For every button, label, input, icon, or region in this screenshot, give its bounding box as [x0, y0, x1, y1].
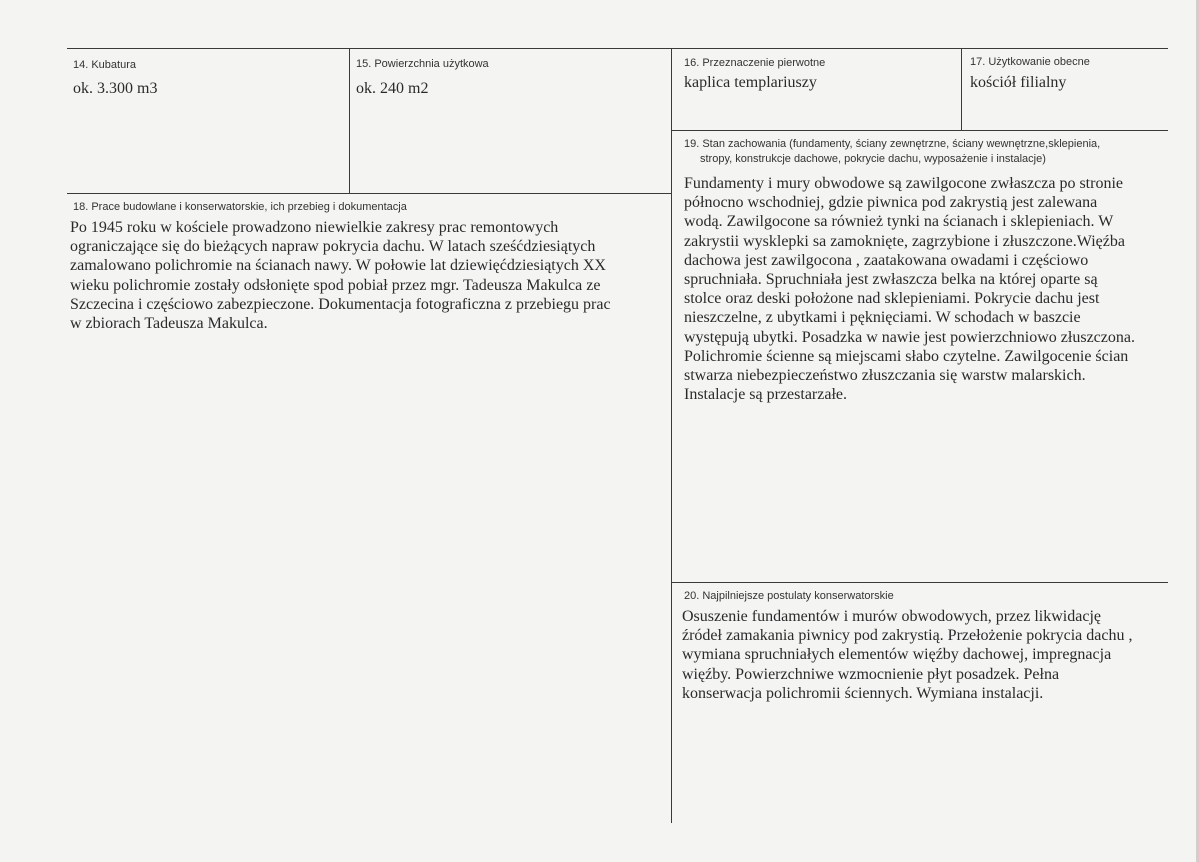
text-line: Polichromie ścienne są miejscami słabo czytelne. Zawilgocenie ścian [684, 347, 1129, 365]
przeznaczenie-value: kaplica templariuszy [684, 74, 817, 91]
text-line: wodą. Zawilgocone sa również tynki na ścianach i sklepieniach. W [684, 213, 1114, 231]
text-line: więźby. Powierzchniwe wzmocnienie płyt posadzek. Pełna [682, 665, 1060, 683]
text-line: źródeł zamakania piwnicy pod zakrystią. Przełożenie pokrycia dachu , [682, 627, 1133, 645]
powierzchnia-label: 15. Powierzchnia użytkowa [356, 58, 489, 70]
text-line: stwarza niebezpieczeństwo złuszczania się warstw malarskich. [684, 367, 1086, 385]
text-line: wymiana spruchniałych elementów więźby dachowej, impregnacja [682, 646, 1112, 664]
text-line: spruchniała. Spruchniała jest zwłaszcza belka na której oparte są [684, 271, 1098, 289]
text-line: zamalowano polichromie na ścianach nawy. W połowie lat dziewięćdziesiątych XX [70, 257, 606, 275]
text-line: wieku polichromie zostały odsłonięte spod pobiał przez mgr. Tadeusza Makulca ze [70, 276, 601, 294]
stan-label-line1: 19. Stan zachowania (fundamenty, ściany zewnętrzne, ściany wewnętrzne,sklepienia, [684, 138, 1101, 150]
text-line: ograniczające się do bieżących napraw pokrycia dachu. W latach sześćdziesiątych [70, 238, 596, 256]
vertical-divider-14-15 [349, 49, 350, 193]
powierzchnia-value: ok. 240 m2 [356, 80, 429, 97]
text-line: stolce oraz deski położone nad sklepieniami. Pokrycie dachu jest [684, 290, 1100, 308]
text-line: północno wschodniej, gdzie piwnica pod zakrystią jest zalewana [684, 194, 1098, 212]
postulaty-text [682, 607, 1166, 703]
text-line: dachowa jest zawilgocona , zaatakowana owadami i częściowo [684, 251, 1089, 269]
rule-above-19 [672, 130, 1168, 131]
przeznaczenie-label: 16. Przeznaczenie pierwotne [684, 57, 826, 69]
text-line: konserwacja polichromii ściennych. Wymiana instalacji. [682, 684, 1044, 702]
rule-above-18 [67, 193, 672, 194]
text-line: nieszczelne, z ubytkami i pęknięciami. W schodach w baszcie [684, 309, 1081, 327]
kubatura-label: 14. Kubatura [73, 59, 136, 71]
text-line: Po 1945 roku w kościele prowadzono niewielkie zakresy prac remontowych [70, 219, 559, 236]
stan-text [684, 174, 1164, 404]
text-line: Instalacje są przestarzałe. [684, 386, 848, 404]
top-rule [67, 48, 1168, 49]
text-line: zakrystii wysklepki sa zamoknięte, zagrzybione i złuszczone.Więźba [684, 232, 1125, 250]
text-line: Szczecina i częściowo zabezpieczone. Dokumentacja fotograficzna z przebiegu prac [70, 295, 611, 313]
text-line: Fundamenty i mury obwodowe są zawilgocone zwłaszcza po stronie [684, 175, 1123, 192]
uzytkowanie-value: kościół filialny [970, 74, 1067, 91]
kubatura-value: ok. 3.300 m3 [73, 80, 158, 97]
prace-label: 18. Prace budowlane i konserwatorskie, ich przebieg i dokumentacja [73, 201, 407, 213]
vertical-divider-main [671, 49, 672, 823]
prace-text [70, 218, 666, 333]
rule-above-20 [672, 582, 1168, 583]
text-line: Osuszenie fundamentów i murów obwodowych, przez likwidację [682, 608, 1101, 625]
stan-label-line2: stropy, konstrukcje dachowe, pokrycie dachu, wyposażenie i instalacje) [700, 153, 1046, 165]
uzytkowanie-label: 17. Użytkowanie obecne [970, 56, 1090, 68]
text-line: występują ubytki. Posadzka w nawie jest powierzchniowo złuszczona. [684, 328, 1135, 346]
text-line: w zbiorach Tadeusza Makulca. [70, 315, 268, 333]
vertical-divider-16-17 [961, 49, 962, 130]
postulaty-label: 20. Najpilniejsze postulaty konserwatorskie [684, 590, 894, 602]
